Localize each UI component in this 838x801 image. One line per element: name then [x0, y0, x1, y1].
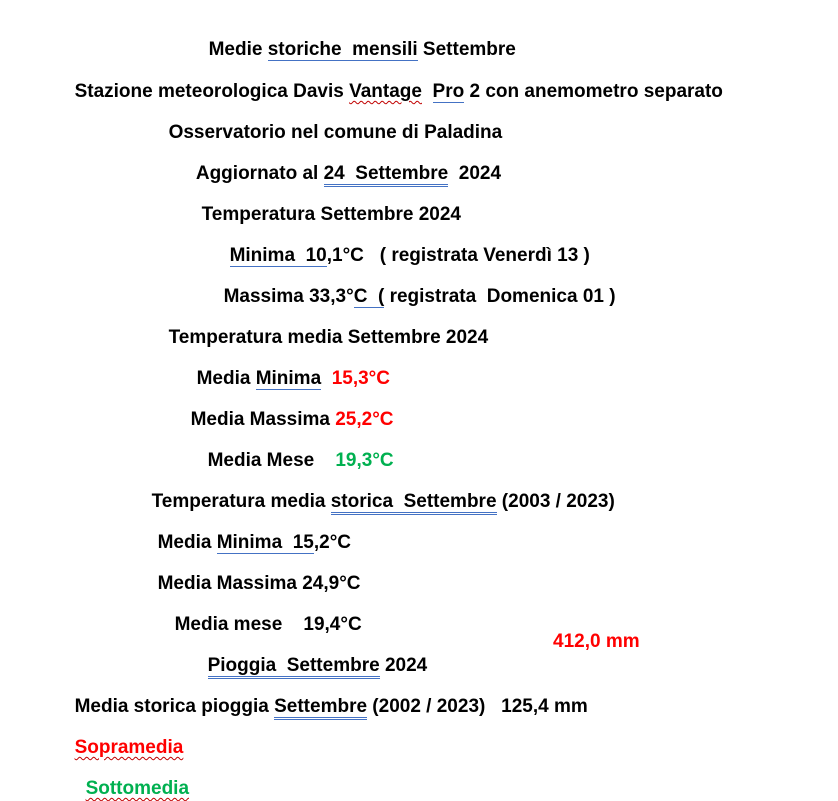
legend-below-text: Sottomedia	[85, 778, 190, 799]
temp-avg-heading-text: Temperatura media Settembre 2024	[168, 327, 489, 348]
rain-hist-text-2: Settembre	[274, 696, 367, 720]
legend-above-text: Sopramedia	[74, 737, 184, 758]
temp-month-heading-text: Temperatura Settembre 2024	[201, 204, 461, 225]
legend-below-average	[75, 753, 190, 799]
station-text-5: 2 con anemometro separato	[464, 81, 723, 102]
avg-min-label-2: Minima	[255, 368, 322, 389]
avg-min-line	[186, 343, 390, 389]
hist-min-text-2: Minima 15	[216, 532, 314, 553]
temp-month-heading	[191, 179, 461, 225]
rain-hist-text-1: Media storica pioggia	[74, 696, 275, 717]
updated-date: 24 Settembre	[324, 163, 449, 187]
updated-line	[186, 138, 502, 184]
title-text-3: Settembre	[417, 39, 516, 60]
avg-month-value: 19,3°C	[330, 450, 394, 471]
hist-month-text: Media mese 19,4°C	[174, 614, 362, 635]
max-temp-label: Massima 33,3°	[223, 286, 354, 307]
rain-hist-text-3: (2002 / 2023) 125,4 mm	[367, 696, 588, 717]
title-text-2: storiche mensili	[267, 39, 418, 60]
max-temp-unit: C (	[353, 286, 385, 307]
rain-line	[197, 630, 428, 676]
avg-month-label: Media Mese	[207, 450, 331, 471]
hist-min-line	[147, 507, 352, 553]
hist-heading-text-1: Temperatura media	[151, 491, 331, 512]
station-text-1: Stazione meteorologica Davis	[74, 81, 350, 102]
rain-hist-line	[64, 671, 588, 717]
observatory-text: Osservatorio nel comune di Paladina	[168, 122, 503, 143]
hist-min-text-3: ,2°C	[313, 532, 352, 553]
min-temp-detail: ,1°C ( registrata Venerdì 13 )	[326, 245, 590, 266]
min-temp-line	[219, 220, 590, 266]
hist-heading-text-2: storica Settembre	[331, 491, 497, 515]
avg-max-label: Media Massima	[190, 409, 336, 430]
avg-max-value: 25,2°C	[335, 409, 394, 430]
avg-month-line	[197, 425, 394, 471]
avg-max-line	[180, 384, 394, 430]
hist-min-text-1: Media	[157, 532, 217, 553]
station-text-2: Vantage	[349, 81, 422, 102]
max-temp-detail: registrata Domenica 01 )	[384, 286, 616, 307]
observatory-line	[158, 97, 503, 143]
temp-avg-heading	[158, 302, 489, 348]
title-line	[198, 14, 516, 60]
min-temp-label: Minima 10	[229, 245, 327, 266]
hist-month-line	[164, 589, 362, 635]
rain-value: 412,0 mm	[553, 631, 640, 652]
avg-min-value: 15,3°C	[321, 368, 390, 389]
updated-text-1: Aggiornato al	[195, 163, 324, 184]
legend-above-average	[64, 712, 184, 758]
rain-label-1: Pioggia Settembre	[208, 655, 380, 679]
max-temp-line	[213, 261, 616, 307]
avg-min-label-1: Media	[196, 368, 256, 389]
hist-max-text: Media Massima 24,9°C	[157, 573, 361, 594]
title-text-1: Medie	[208, 39, 268, 60]
hist-heading-line	[141, 466, 615, 512]
station-line	[64, 56, 723, 102]
hist-heading-text-3: (2003 / 2023)	[496, 491, 615, 512]
hist-max-line	[147, 548, 361, 594]
station-text-4: Pro	[432, 81, 465, 102]
updated-year: 2024	[448, 163, 502, 184]
rain-label-2: 2024	[379, 655, 428, 676]
